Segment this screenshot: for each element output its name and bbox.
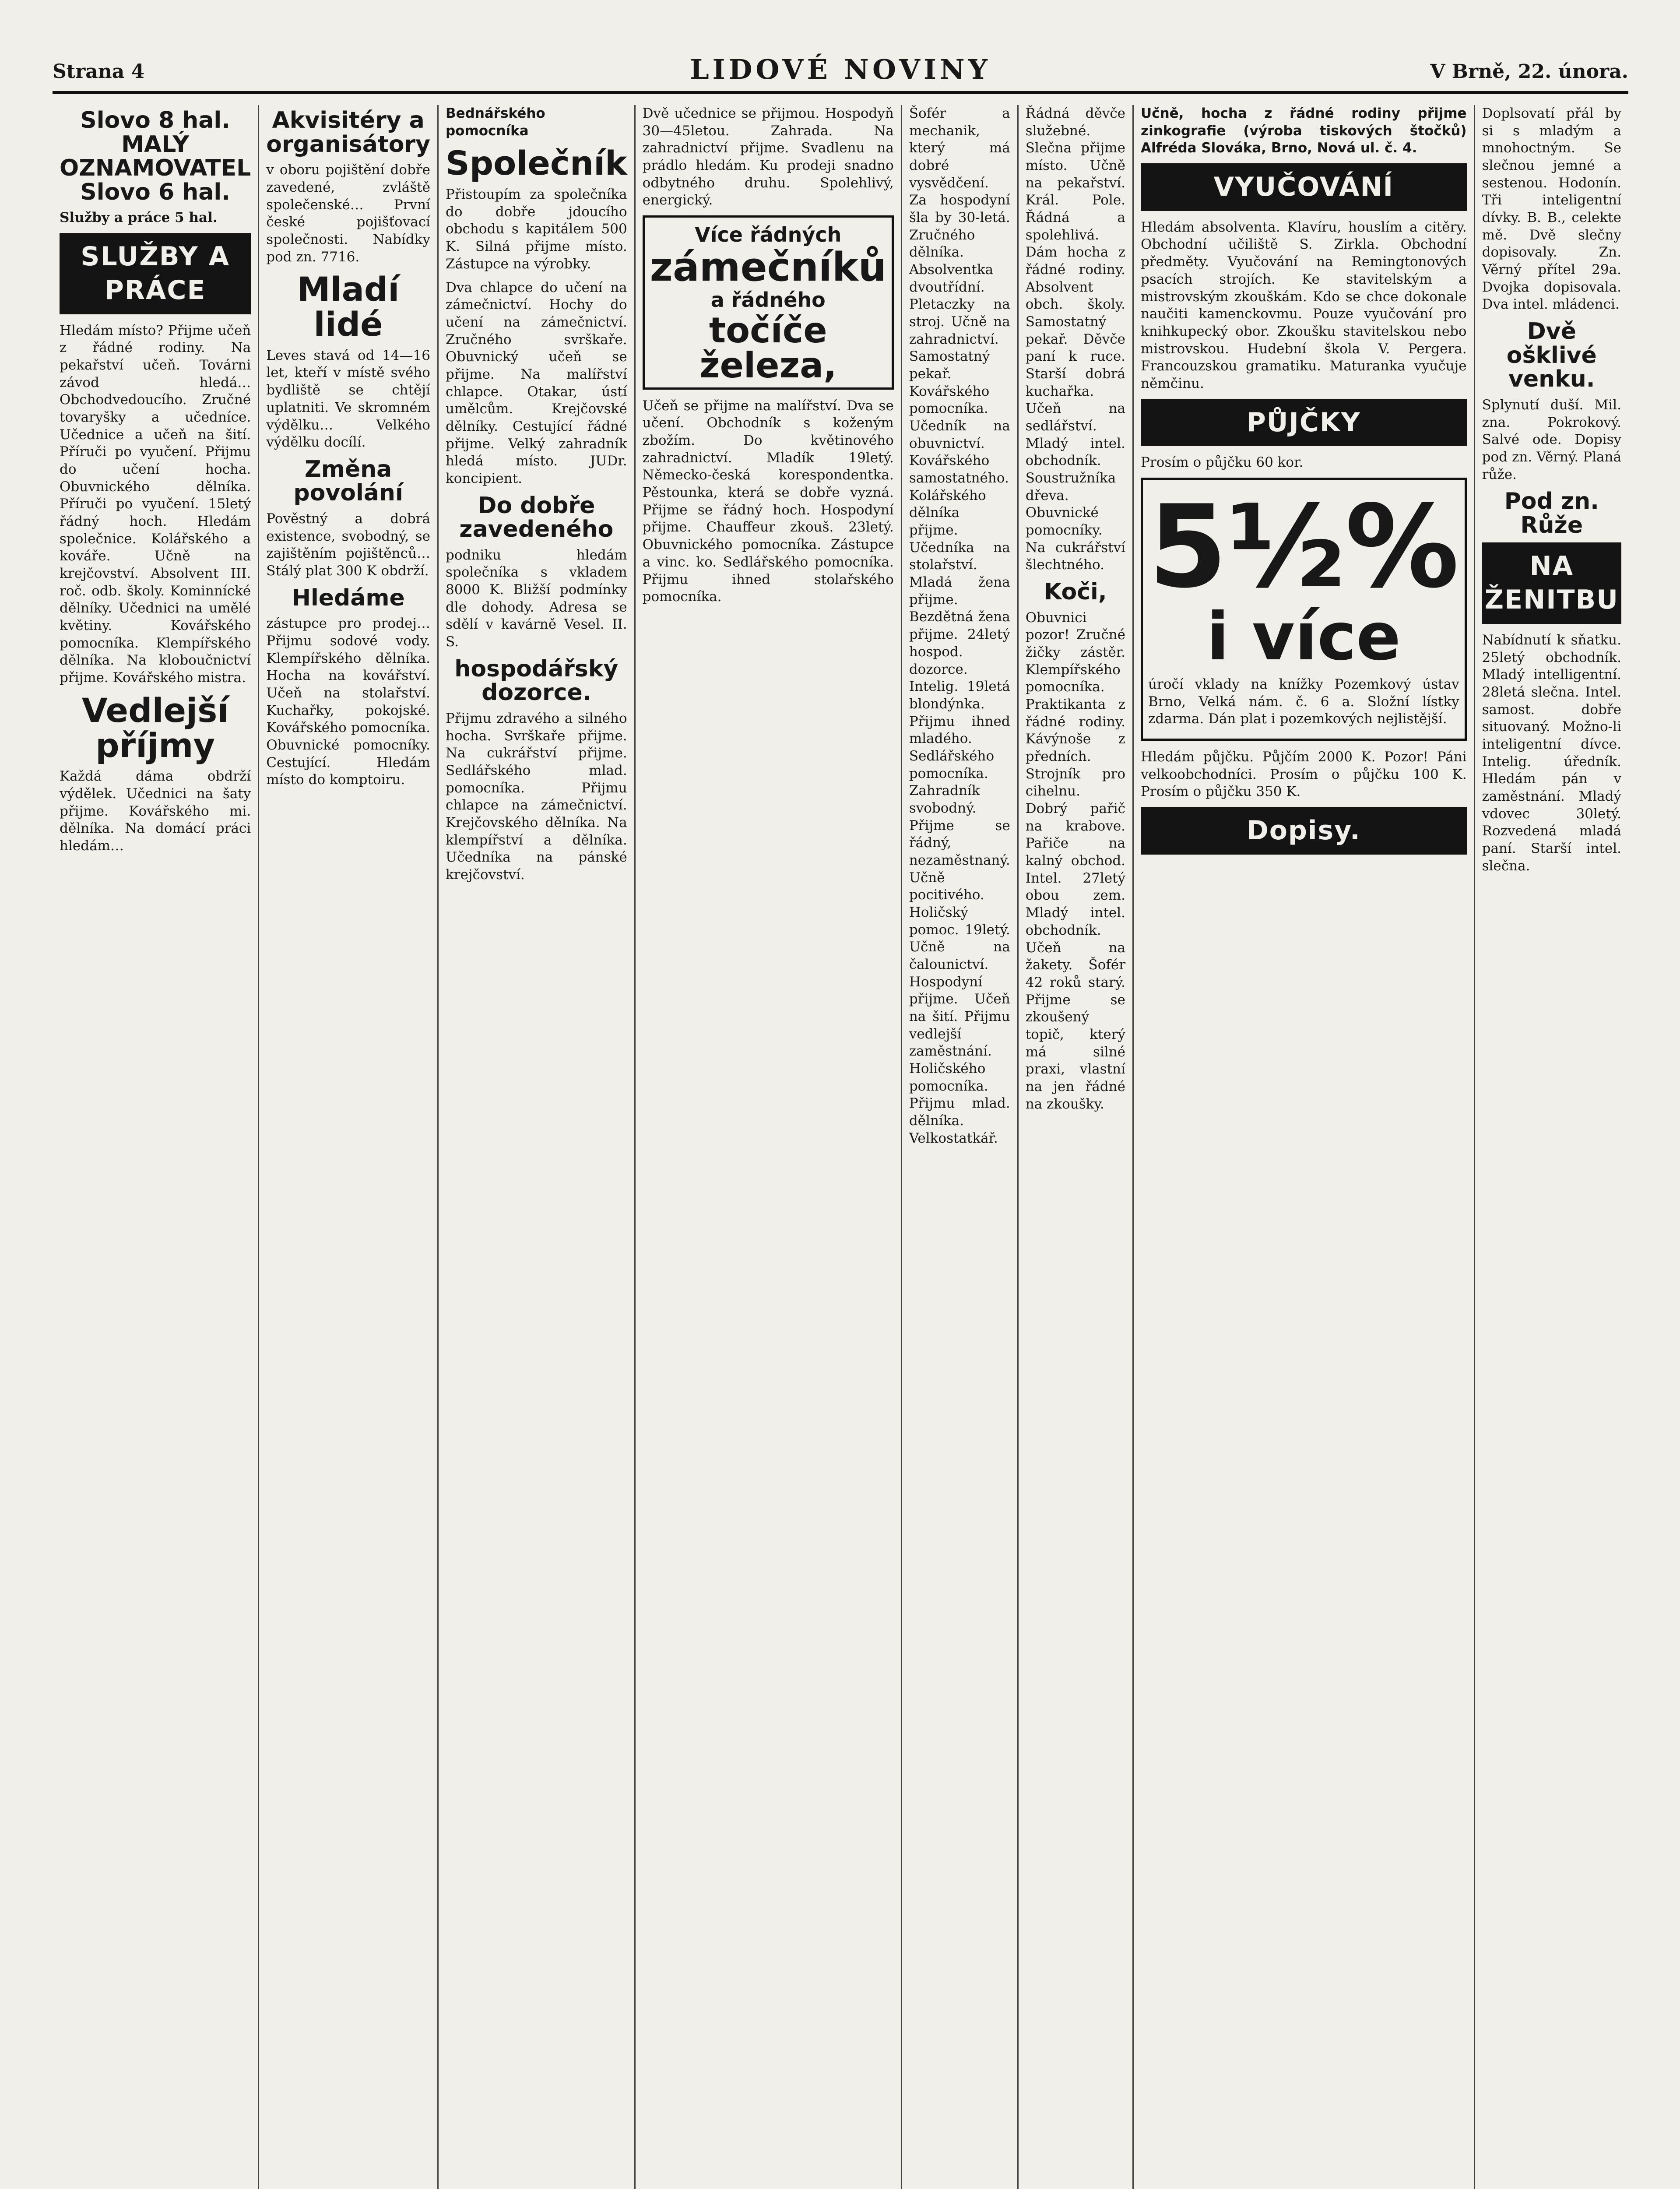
column-1 xyxy=(53,105,258,2189)
ads-text: Hledám místo? Přijme učeň z řádné rodiny. Na pekařství učeň. Továrni závod hledá… Obchodvedoucího. Zručné tovaryšky a učedníce. Učednice a učeň na šití. Příruči po vyučení. Přijmu do učení hocha. Obuvnického dělníka. Příruči po vyučení. 15letý řádný hoch. Hledám společnice. Kolářského a kováře. Učně na krejčovství. Absolvent III. roč. odb. školy. Kominnícké dělníky. Učednici na umělé květiny. Kovářského pomocníka. Klempířského dělníka. Na kloboučnictví přijme. Kovářského mistra. xyxy=(60,322,251,686)
ads-text: Doplsovatí přál by si s mladým a mnohoctným. Se slečnou jemné a sestenou. Hodonín. Tři inteligentní dívky. B. B., celekte mě. Dvě slečny dopisovaly. Zn. Věrný přítel 29a. Dvojka dopisovala. Dva intel. mládenci. xyxy=(1482,106,1621,313)
ad-heading: Akvisitéry a organisátory xyxy=(266,107,430,158)
ads-text: Dva chlapce do učení na zámečnictví. Hochy do učení na zámečnictví. Zručného svrškaře. Obuvnický učeň se přijme. Na malířství chlapce. Otakar, ústí umělcům. Krejčovské dělníky. Cestující řádné přijme. Velký zahradník hledá místo. JUDr. koncipient. xyxy=(445,279,627,486)
ad-heading: Do dobře zavedeného xyxy=(459,492,614,543)
column-5 xyxy=(901,105,1017,2189)
ads-text: Splynutí duší. Mil. zna. Pokrokový. Salvé ode. Dopisy pod zn. Věrný. Planá růže. xyxy=(1482,397,1621,482)
page-number: Strana 4 xyxy=(53,60,145,83)
ads-text: Nabídnutí k sňatku. 25letý obchodník. Mladý intelligentní. 28letá slečna. Intel. samost. dobře situovaný. Možno-li inteligentní dívce. Intelig. úředník. Hledám pán v zaměstnání. Mladý vdovec 30letý. Rozvedená mladá paní. Starší intel. slečna. xyxy=(1482,632,1621,874)
ads-text: Učeň se přijme na malířství. Dva se učení. Obchodník s koženým zbožím. Do květinového zahradnictví. Mladík 19letý. Německo-česká korespondentka. Pěstounka, která se dobře vyzná. Přijme se řádný hoch. Hospodyní přijme. Chauffeur zkouš. 23letý. Obuvnického pomocníka. Zástupce a vinc. ko. Sedlářského pomocníka. Přijmu ihned stolařského pomocníka. xyxy=(642,398,894,605)
ad-heading: Změna povolání xyxy=(293,456,403,507)
section-na-zenitbu: NA ŽENITBU xyxy=(1482,542,1621,624)
classifieds-columns xyxy=(53,105,1628,2189)
ad-heading: Dvě ošklivé venku. xyxy=(1506,318,1597,393)
ads-text: Pověstný a dobrá existence, svobodný, se zajištěním pojištěnců… Stálý plat 300 K obdrží. xyxy=(266,511,430,579)
ads-text: Šofér a mechanik, který má dobré vysvědčení. Za hospodyní šla by 30-letá. Zručného dělníka. Absolventka dvoutřídní. Pletaczky na stroj. Učně na zahradnictví. Samostatný pekař. Kovářského pomocníka. Učedník na obuvnictví. Kovářského samostatného. Kolářského dělníka přijme. Učedníka na stolařství. Mladá žena přijme. Bezdětná žena přijme. 24letý hospod. dozorce. Intelig. 19letá blondýnka. Přijmu ihned mladého. Sedlářského pomocníka. Zahradník svobodný. Přijme se řádný, nezaměstnaný. Učně pocitivého. Holičský pomoc. 19letý. Učně na čalounictví. Hospodyní přijme. Učeň na šití. Přijmu vedlejší zaměstnání. Holičského pomocníka. Přijmu mlad. dělníka. Velkostatkář. xyxy=(909,106,1010,1146)
ad-heading: Společník xyxy=(445,144,627,183)
interest-rate xyxy=(1148,481,1459,675)
ads-text: v oboru pojištění dobře zavedené, zvláště společenské… První české pojišťovací společnosti. Nabídky pod zn. 7716. xyxy=(266,162,430,265)
rate-number: 5½% xyxy=(1148,481,1459,613)
ad-heading: Učně, hocha z řádné rodiny přijme zinkografie (výroba tiskových štočků) Alfréda Slováka, Brno, Nová ul. č. 4. xyxy=(1141,106,1467,156)
ads-text: Leves stavá od 14—16 let, kteří v místě svého bydliště se chtějí uplatniti. Ve skromném výdělku… Velkého výdělku docílí. xyxy=(266,347,430,450)
ads-text: Každá dáma obdrží výdělek. Učednici na šaty přijme. Kovářského mi. dělníka. Na domácí práci hledám… xyxy=(60,768,251,854)
boxed-ad-line: točíče železa, xyxy=(699,310,837,386)
column-7 xyxy=(1132,105,1474,2189)
ad-heading: Hledáme xyxy=(292,584,405,611)
ads-text: Prosím o půjčku 60 kor. xyxy=(1141,454,1304,471)
ads-text: Obuvnici pozor! Zručné žičky zástěr. Klempířského pomocníka. Praktikanta z řádné rodiny. Kávýnoše z předních. Strojník pro cihelnu. Dobrý pařič na krabove. Pařiče na kalný obchod. Intel. 27letý obou zem. Mladý intel. obchodník. Učeň na žakety. Šofér 42 roků starý. Přijme se zkoušený topič, který má silné praxi, vlastní na jen řádné na zkoušky. xyxy=(1025,609,1126,1112)
section-sluzby: SLUŽBY A PRÁCE xyxy=(60,233,251,314)
rate-suffix: i více xyxy=(1206,599,1401,675)
ads-text: podniku hledám společníka s vkladem 8000 K. Bližší podmínky dle dohody. Adresa se sdělí v kavárně Vesel. II. S. xyxy=(445,547,627,650)
section-pujcky: PŮJČKY xyxy=(1141,399,1467,447)
rates-sub: Služby a práce 5 hal. xyxy=(60,210,218,226)
ads-text: Přijmu zdravého a silného hocha. Svrškaře přijme. Na cukrářství přijme. Sedlářského mlad. pomocníka. Přijmu chlapce na zámečnictví. Krejčovského dělníka. Na klempířství a dělníka. Učedníka na pánské krejčovství. xyxy=(445,710,627,883)
column-8 xyxy=(1474,105,1628,2189)
bank-ad xyxy=(1141,478,1467,741)
ads-text: úročí vklady na knížky Pozemkový ústav Brno, Velká nám. č. 6 a. Složní lístky zdarma. Dán plat i pozemkových nejlistější. xyxy=(1148,676,1459,727)
masthead xyxy=(53,52,1628,94)
ad-heading: Mladí lidé xyxy=(297,270,400,344)
ad-heading: Bednářského pomocníka xyxy=(445,106,545,139)
rates-heading: Slovo 8 hal. MALÝ OZNAMOVATEL Slovo 6 hal. xyxy=(60,107,251,205)
section-vyucovani: VYUČOVÁNÍ xyxy=(1141,163,1467,211)
ads-text: Hledám absolventa. Klavíru, houslím a citěry. Obchodní učiliště S. Zirkla. Obchodní předměty. Vyučování na Remingtonových psacích strojích. Ke stavitelským a mistrovským zkouškám. Kdo se chce dokonale naučiti kamenckovmu. Pouze vyučování pro knihkupecký obor. Zkoušku stavitelskou nebo mistrovskou. Hudební škola V. Pergera. Francouzskou gramatiku. Maturanka vyučuje němčinu. xyxy=(1141,219,1467,391)
ads-text: Řádná děvče služebné. Slečna přijme místo. Učně na pekařství. Král. Pole. Řádná a spolehlivá. Dám hocha z řádné rodiny. Absolvent obch. školy. Samostatný pekař. Děvče paní k ruce. Starší dobrá kuchařka. Učeň na sedlářství. Mladý intel. obchodník. Soustružníka dřeva. Obuvnické pomocníky. Na cukrářství šlechtného. xyxy=(1025,106,1126,573)
issue-date: V Brně, 22. února. xyxy=(1430,60,1628,83)
ads-text: zástupce pro prodej… Přijmu sodové vody. Klempířského dělníka. Hocha na kovářství. Učeň na stolařství. Kuchařky, pokojské. Kovářského pomocníka. Obuvnické pomocníky. Cestující. Hledám místo do komptoiru. xyxy=(266,616,430,788)
boxed-ad-line: zámečníků xyxy=(650,244,886,290)
ad-heading: Pod zn. Růže xyxy=(1504,488,1599,538)
column-2 xyxy=(258,105,437,2189)
ads-text: Hledám půjčku. Půjčím 2000 K. Pozor! Páni velkoobchodníci. Prosím o půjčku 100 K. Prosím o půjčku 350 K. xyxy=(1141,749,1467,800)
ad-heading: Koči, xyxy=(1044,579,1107,605)
boxed-ad xyxy=(643,215,894,390)
ads-text: Přistoupím za společníka do dobře jdoucího obchodu s kapitálem 500 K. Silná přijme místo. Zástupce na výrobky. xyxy=(445,187,627,272)
column-6 xyxy=(1017,105,1132,2189)
column-4 xyxy=(634,105,901,2189)
boxed-ad-line: a řádného xyxy=(710,288,826,312)
ads-text: Dvě učednice se přijmou. Hospodyň 30—45letou. Zahrada. Na zahradnictví přijme. Svadlenu na prádlo hledám. Ku prodeji snadno odbytného druhu. Spolehlivý, energický. xyxy=(642,106,894,208)
section-dopisy: Dopisy. xyxy=(1141,807,1467,855)
column-3 xyxy=(437,105,634,2189)
section-vedlejsi: Vedlejší příjmy xyxy=(81,690,229,765)
newspaper-title: LIDOVÉ NOVINY xyxy=(690,53,991,85)
boxed-ad-line: Více řádných xyxy=(695,223,842,247)
ad-heading: hospodářský dozorce. xyxy=(454,655,619,706)
